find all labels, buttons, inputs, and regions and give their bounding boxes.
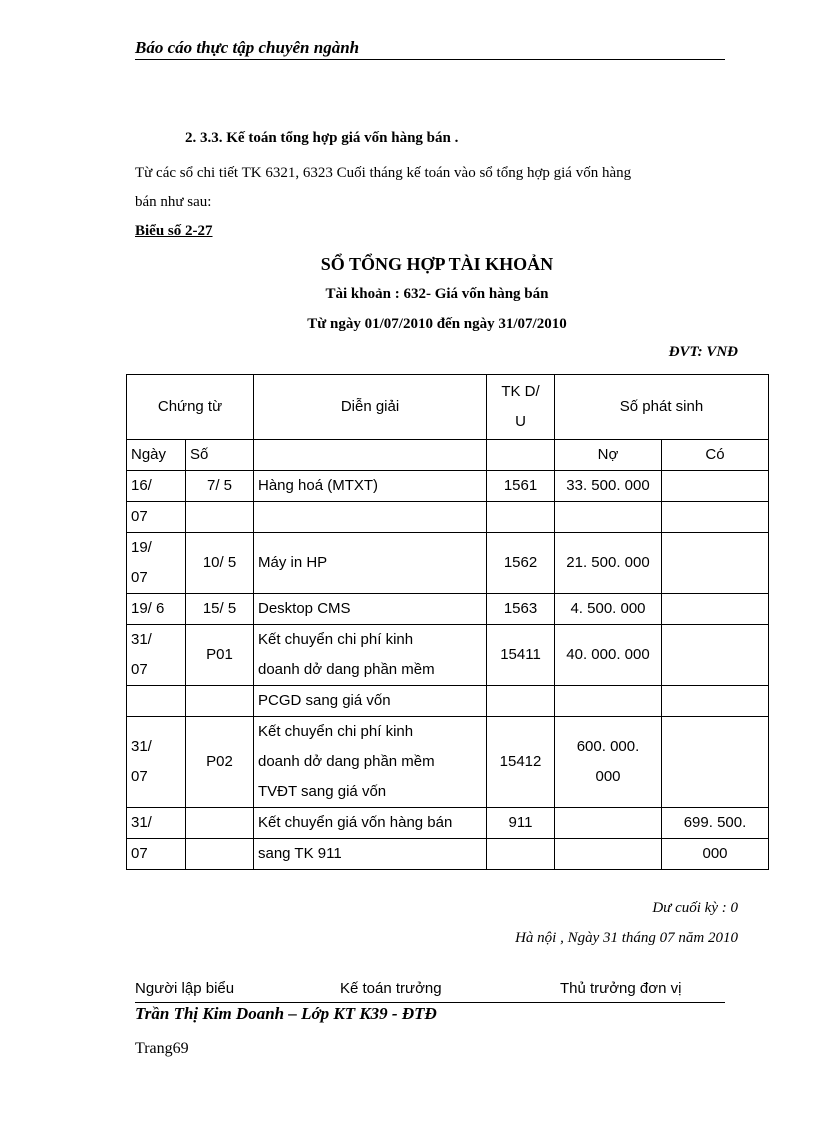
table-subheader-row bbox=[127, 440, 769, 471]
signer-maker: Người lập biểu bbox=[135, 980, 235, 997]
bieu-so-label: Biểu số 2-27 bbox=[135, 223, 213, 239]
signer-head: Thủ trưởng đơn vị bbox=[560, 980, 682, 997]
header-chung-tu: Chứng từ bbox=[127, 375, 254, 440]
header-so: Số bbox=[186, 440, 254, 471]
header-dien-giai: Diễn giải bbox=[254, 375, 487, 440]
document-title: SỔ TỔNG HỢP TÀI KHOẢN bbox=[320, 254, 554, 274]
header-so-phat-sinh: Số phát sinh bbox=[555, 375, 769, 440]
header-co: Có bbox=[662, 440, 769, 471]
table-header-row bbox=[127, 375, 769, 440]
footer-author: Trần Thị Kim Doanh – Lớp KT K39 - ĐTĐ bbox=[135, 1004, 437, 1023]
unit-label: ĐVT: VNĐ bbox=[668, 344, 738, 360]
table-row: 31/ Kết chuyển giá vốn hàng bán 911 699. 500. bbox=[127, 808, 769, 839]
header-ngay: Ngày bbox=[127, 440, 186, 471]
table-row: 07 sang TK 911 000 bbox=[127, 839, 769, 870]
page-number: Trang69 bbox=[135, 1040, 189, 1057]
intro-line-1: Từ các sổ chi tiết TK 6321, 6323 Cuối tháng kế toán vào sổ tổng hợp giá vốn hàng bbox=[135, 165, 632, 181]
table-row: 19/ 07 10/ 5 Máy in HP 1562 21. 500. 000 bbox=[127, 533, 769, 594]
header-no: Nợ bbox=[555, 440, 662, 471]
ledger-table bbox=[126, 374, 769, 870]
signer-accountant: Kế toán trưởng bbox=[340, 980, 442, 997]
table-row: 31/ 07 P02 Kết chuyển chi phí kinh doanh dở dang phần mềm TVĐT sang giá vốn 15412 600. 000. 000 bbox=[127, 717, 769, 808]
table-row: 31/ 07 P01 Kết chuyển chi phí kinh doanh dở dang phần mềm 15411 40. 000. 000 bbox=[127, 625, 769, 686]
intro-line-2: bán như sau: bbox=[135, 194, 212, 210]
page-header: Báo cáo thực tập chuyên ngành bbox=[135, 38, 725, 60]
account-line: Tài khoản : 632- Giá vốn hàng bán bbox=[325, 286, 549, 302]
period-line: Từ ngày 01/07/2010 đến ngày 31/07/2010 bbox=[307, 316, 567, 332]
date-place: Hà nội , Ngày 31 tháng 07 năm 2010 bbox=[515, 930, 738, 946]
closing-balance: Dư cuối kỳ : 0 bbox=[652, 900, 738, 916]
footer-divider bbox=[135, 1002, 725, 1003]
section-title: 2. 3.3. Kế toán tổng hợp giá vốn hàng bán . bbox=[185, 130, 459, 146]
table-row: 19/ 6 15/ 5 Desktop CMS 1563 4. 500. 000 bbox=[127, 594, 769, 625]
table-row: PCGD sang giá vốn bbox=[127, 686, 769, 717]
table-row: 16/ 7/ 5 Hàng hoá (MTXT) 1561 33. 500. 000 bbox=[127, 471, 769, 502]
table-row: 07 bbox=[127, 502, 769, 533]
header-tk-du: TK D/ U bbox=[487, 375, 555, 440]
